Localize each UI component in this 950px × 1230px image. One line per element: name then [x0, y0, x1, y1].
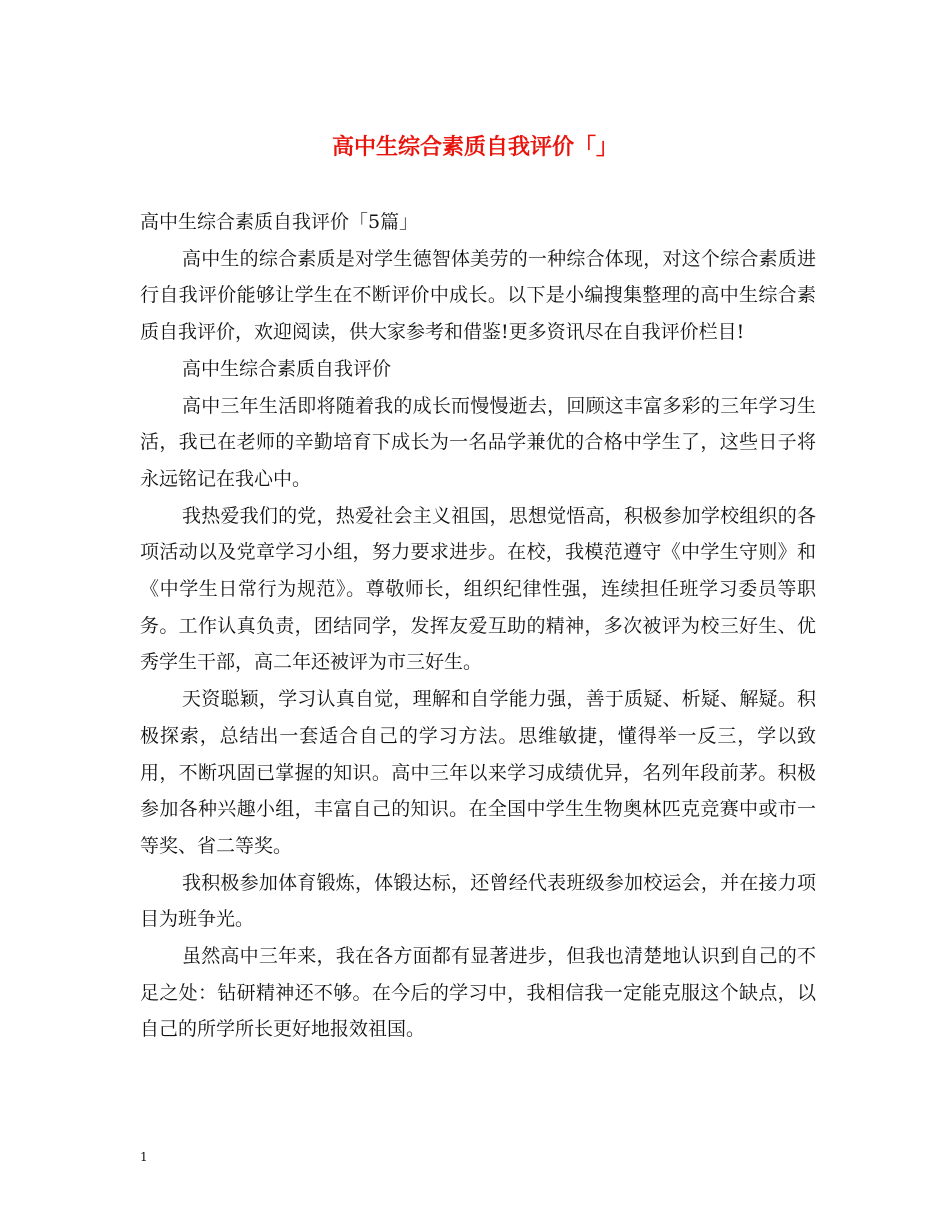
paragraph: 天资聪颖，学习认真自觉，理解和自学能力强，善于质疑、析疑、解疑。积极探索，总结出一套适合自己的学习方法。思维敏捷，懂得举一反三，学以致用，不断巩固已掌握的知识。高中三年以来学习成绩优异，名列年段前茅。积极参加各种兴趣小组，丰富自己的知识。在全国中学生生物奥林匹克竞赛中或市一等奖、省二等奖。 — [140, 688, 816, 857]
paragraph-intro: 高中生的综合素质是对学生德智体美劳的一种综合体现，对这个综合素质进行自我评价能够让学生在不断评价中成长。以下是小编搜集整理的高中生综合素质自我评价，欢迎阅读，供大家参考和借鉴!更多资讯尽在自我评价栏目! — [140, 247, 816, 344]
paragraph: 我积极参加体育锻炼，体锻达标，还曾经代表班级参加校运会，并在接力项目为班争光。 — [140, 871, 816, 931]
page-number: 1 — [140, 1150, 148, 1164]
document-body — [140, 204, 816, 1048]
document-subtitle: 高中生综合素质自我评价「5篇」 — [140, 211, 419, 233]
section-heading: 高中生综合素质自我评价 — [182, 357, 392, 380]
paragraph: 我热爱我们的党，热爱社会主义祖国，思想觉悟高，积极参加学校组织的各项活动以及党章学习小组，努力要求进步。在校，我模范遵守《中学生守则》和《中学生日常行为规范》。尊敬师长，组织纪律性强，连续担任班学习委员等职务。工作认真负责，团结同学，发挥友爱互助的精神，多次被评为校三好生、优秀学生干部，高二年还被评为市三好生。 — [140, 504, 816, 674]
paragraph: 虽然高中三年来，我在各方面都有显著进步，但我也清楚地认识到自己的不足之处：钻研精神还不够。在今后的学习中，我相信我一定能克服这个缺点，以自己的所学所长更好地报效祖国。 — [140, 945, 816, 1041]
document-title: 高中生综合素质自我评价「」 — [331, 134, 618, 160]
paragraph: 高中三年生活即将随着我的成长而慢慢逝去，回顾这丰富多彩的三年学习生活，我已在老师的辛勤培育下成长为一名品学兼优的合格中学生了，这些日子将永远铭记在我心中。 — [140, 394, 816, 490]
